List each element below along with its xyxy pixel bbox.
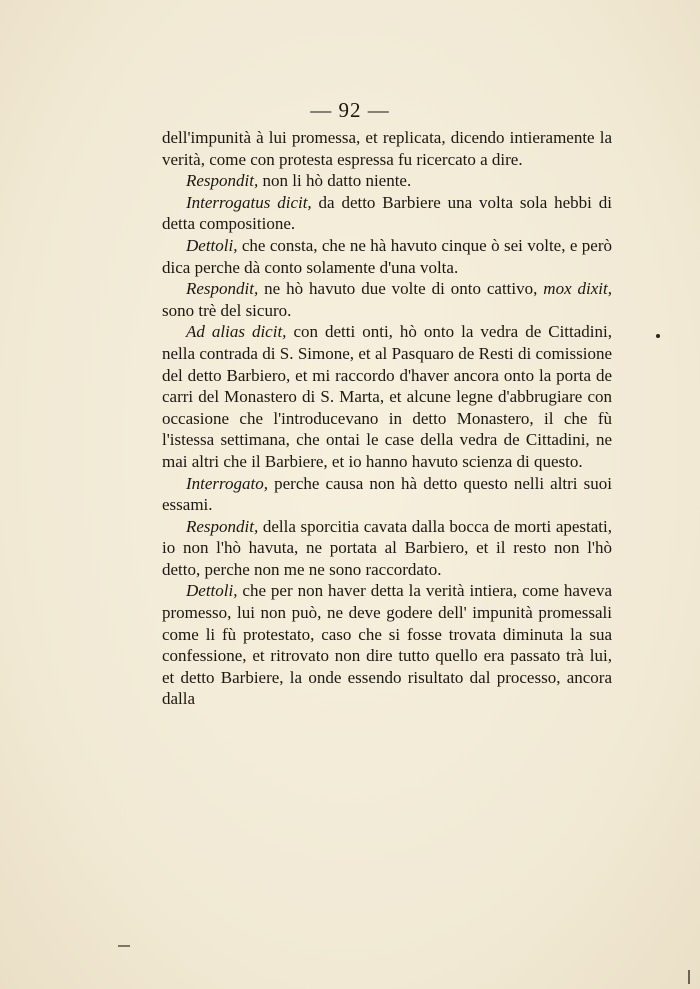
paragraph: [162, 473, 612, 516]
paragraph: [162, 278, 612, 321]
text-segment: con detti onti, hò onto la vedra de Cittadini, nella contrada di S. Simone, et al Pasquaro de Resti di comissione del detto Barbiero, et mi raccordo d'haver ancora onto la porta de carri del Monastero di S. Marta, et alcune legne d'abbrugiare con occasione che l'introducevano in detto Monastero, il che fù l'istessa settimana, che ontai le case della vedra de Cittadini, ne mai altri che il Barbiere, et io hanno havuto scienza di questo.: [162, 322, 612, 471]
speaker-label: mox dixit,: [543, 279, 612, 299]
text-segment: che per non haver detta la verità intiera, come haveva promesso, lui non può, ne deve godere dell' impunità promessali come li fù protestato, caso che si fosse trovata diminuta la sua confessione, et ritrovato non dire tutto quello era passato trà lui, et detto Barbiere, la onde essendo risultato dal processo, ancora dalla: [162, 581, 612, 709]
text-segment: dell'impunità à lui promessa, et replicata, dicendo intieramente la verità, come con protesta espressa fu ricercato a dire.: [162, 128, 612, 169]
speaker-label: Interrogatus dicit,: [186, 192, 312, 212]
page-number: — 92 —: [310, 98, 390, 122]
speaker-label: Respondit,: [186, 279, 259, 299]
speaker-label: Ad alias dicit,: [186, 322, 287, 342]
text-body: [162, 127, 612, 710]
ink-dot: [656, 334, 660, 338]
speaker-label: Interrogato,: [186, 473, 269, 493]
paragraph: [162, 321, 612, 472]
paragraph: [162, 192, 612, 235]
paragraph: [162, 127, 612, 170]
paragraph: [162, 580, 612, 710]
paragraph: [162, 516, 612, 581]
text-segment: da detto Barbiere una volta sola hebbi di detta compositione.: [162, 192, 612, 234]
page-edge-mark: [688, 970, 690, 984]
text-segment: della sporcitia cavata dalla bocca de morti apestati, io non l'hò havuta, ne portata al Barbiero, et il resto non l'hò detto, perche non me ne sono raccordato.: [162, 516, 612, 579]
speaker-label: Respondit,: [186, 171, 259, 191]
speaker-label: Dettoli,: [186, 235, 238, 255]
paragraph: [162, 235, 612, 278]
text-segment: non li hò datto niente.: [258, 171, 412, 191]
text-segment: ne hò havuto due volte di onto cattivo,: [258, 279, 544, 299]
text-segment: sono trè del sicuro.: [162, 300, 292, 320]
text-segment: che consta, che ne hà havuto cinque ò sei volte, e però dica perche dà conto solamente d'una volta.: [162, 235, 612, 277]
paragraph: [162, 170, 612, 192]
speaker-label: Respondit,: [186, 516, 259, 536]
text-segment: perche causa non hà detto questo nelli altri suoi essami.: [162, 473, 612, 515]
speaker-label: Dettoli,: [186, 581, 238, 601]
ink-smudge: [118, 945, 130, 947]
